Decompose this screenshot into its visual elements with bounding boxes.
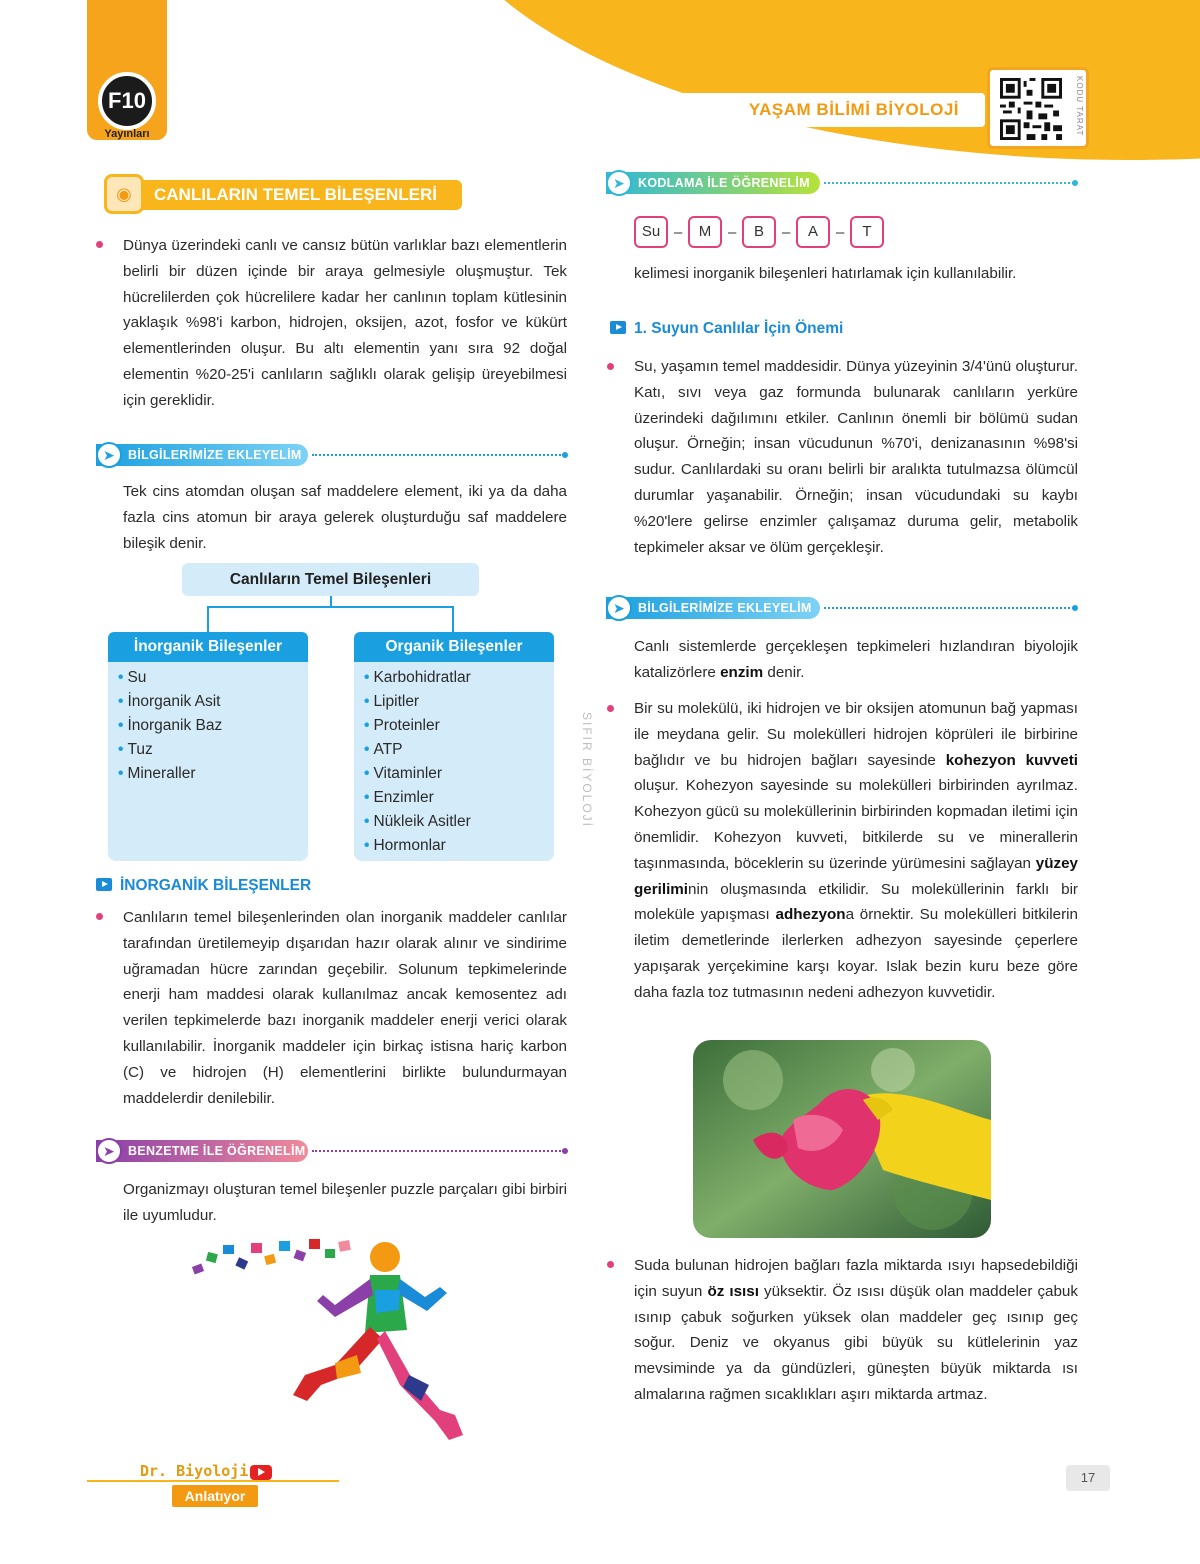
qr-label: KODU TARAT bbox=[1075, 76, 1084, 137]
puzzle-runner-illustration bbox=[185, 1235, 485, 1445]
list-item: • ATP bbox=[364, 738, 554, 762]
heat-text: Suda bulunan hidrojen bağları fazla miktarda ısıyı hapsedebildiği için suyun bbox=[634, 1257, 1078, 1300]
list-item: • Vitaminler bbox=[364, 762, 554, 786]
code-letter: M bbox=[688, 216, 722, 248]
kohezyon-term: kohezyon kuvveti bbox=[945, 751, 1078, 769]
list-item: • Lipitler bbox=[364, 690, 554, 714]
qr-code-icon bbox=[1000, 78, 1062, 140]
info-pill-left bbox=[96, 444, 308, 466]
analogy-pill-label: BENZETME İLE ÖĞRENELİM bbox=[128, 1144, 306, 1158]
enzim-term: enzim bbox=[720, 663, 764, 681]
youtube-icon[interactable] bbox=[250, 1465, 272, 1480]
list-item: • İnorganik Asit bbox=[118, 690, 308, 714]
code-letter: A bbox=[796, 216, 830, 248]
adhezyon-term: adhezyon bbox=[775, 906, 846, 924]
bullet-icon bbox=[607, 705, 614, 712]
code-letter: B bbox=[742, 216, 776, 248]
organic-box bbox=[354, 632, 554, 861]
list-item: • Su bbox=[118, 666, 308, 690]
info-pill-right bbox=[606, 597, 820, 619]
organic-list bbox=[354, 662, 554, 858]
list-item: • Enzimler bbox=[364, 786, 554, 810]
water-heading bbox=[610, 320, 843, 338]
list-item: • Nükleik Asitler bbox=[364, 810, 554, 834]
bullet-icon bbox=[96, 913, 103, 920]
publisher-logo bbox=[98, 72, 156, 130]
footer-subtitle: Anlatıyor bbox=[172, 1485, 258, 1507]
dotted-divider bbox=[312, 454, 564, 456]
cohesion-text: oluşur. Kohezyon sayesinde su molekülleri birbirinden ayrılmaz. Kohezyon gücü su moleküllerinin birbirinden kopmadan iletimi için önemlidir. Kohezyon kuvveti, bitkilerde su ve minerallerin taşınmasında, böceklerin su üzerinde yürümesini sağlayan bbox=[634, 777, 1078, 872]
series-title: YAŞAM BİLİMİ BİYOLOJİ bbox=[565, 93, 985, 127]
water-paragraph: Su, yaşamın temel maddesidir. Dünya yüzeyinin 3/4'ünü oluşturur. Katı, sıvı veya gaz formunda bulunarak canlıların yerküre üzerindeki dağılımını etkiler. Canlının önemli bir bölümü sudan oluşur. Örneğin; insan vücudunun %70'i, denizanasının %98'si sudur. Canlılardaki su oranı belirli bir aralıkta tutulmazsa ölümcül durumlar yaşanabilir. Örneğin; insan vücudundaki su kaybı %20'lere gelirse enzimler çalışamaz duruma gelir, metabolik tepkimeler aksar ve ölüm gerçekleşir. bbox=[634, 358, 1078, 556]
info-text: denir. bbox=[763, 663, 805, 681]
inorganic-box bbox=[108, 632, 308, 861]
arrow-icon: ➤ bbox=[606, 170, 632, 196]
list-item: • İnorganik Baz bbox=[118, 714, 308, 738]
inorganic-list bbox=[108, 662, 308, 786]
inorganic-paragraph: Canlıların temel bileşenlerinden olan inorganik maddeler canlılar tarafından üretilemeyip dışarıdan hazır olarak alınır ve sindirime uğramadan hücre zarından geçebilir. Solunum tepkimelerinde enerji ham maddesi olarak kullanılmaz ancak kemosentez adı verilen tepkimelerde bazı inorganik maddeler enerji verici olarak kullanılabilir. İnorganik maddeler için birkaç istisna hariç karbon (C) ve hidrojen (H) elementlerini birlikte bulundurmayan maddelerdir denilebilir. bbox=[123, 909, 567, 1107]
analogy-paragraph: Organizmayı oluşturan temel bileşenler puzzle parçaları gibi birbiri ile uyumludur. bbox=[123, 1181, 568, 1224]
video-camera-icon: ◉ bbox=[104, 174, 144, 214]
heat-text: yüksektir. Öz ısısı düşük olan maddeler çabuk ısınıp çabuk soğurken yüksek olan maddeler geç ısınıp geç soğur. Deniz ve okyanus gibi büyük su kütlelerinin yaz mevsiminde ya da gündüzleri, güneşten büyük miktarda ısı almalarına rağmen sıcaklıkları aşırı miktarda artmaz. bbox=[634, 1282, 1078, 1403]
play-icon bbox=[610, 321, 626, 334]
section-title bbox=[106, 180, 462, 210]
info-pill-left-label: BİLGİLERİMİZE EKLEYELİM bbox=[128, 448, 302, 462]
code-dash: – bbox=[836, 224, 845, 241]
info-paragraph-left: Tek cins atomdan oluşan saf maddelere element, iki ya da daha fazla cins atomun bir araya gelerek oluşturduğu saf maddelere bileşik denir. bbox=[123, 483, 567, 552]
code-pill-label: KODLAMA İLE ÖĞRENELİM bbox=[638, 176, 810, 190]
heat-paragraph bbox=[634, 1253, 1078, 1408]
list-item: • Mineraller bbox=[118, 762, 308, 786]
code-paragraph: kelimesi inorganik bileşenleri hatırlamak için kullanılabilir. bbox=[634, 265, 1017, 282]
footer-brand: Dr. Biyoloji bbox=[140, 1462, 249, 1480]
cohesion-text: a örnektir. Su molekülleri bitkilerin iletim demetlerinde ilerlerken adhezyon sayesinde çeperlere yapışarak yerçekimine karşı koyar. Islak bezin kuru beze göre daha fazla toz tutmasının nedeni adhezyon kuvvetidir. bbox=[634, 906, 1078, 1001]
arrow-icon: ➤ bbox=[606, 595, 632, 621]
cohesion-text: Bir su molekülü, iki hidrojen ve bir oksijen atomunun bağ yapması ile meydana gelir. Su molekülleri hidrojen köprüleri ile birbirine bağlıdır ve bu hidrojen bağları sayesinde bbox=[634, 700, 1078, 769]
code-letter: T bbox=[850, 216, 884, 248]
publisher-name: Yayınları bbox=[104, 128, 150, 140]
list-item: • Proteinler bbox=[364, 714, 554, 738]
divider-dot bbox=[1072, 605, 1078, 611]
diagram-connector-stem bbox=[330, 596, 332, 606]
divider-dot bbox=[1072, 180, 1078, 186]
runner-figure bbox=[293, 1242, 463, 1440]
inorganic-box-title: İnorganik Bileşenler bbox=[108, 632, 308, 662]
inorganic-heading bbox=[96, 877, 311, 895]
flying-puzzle-pieces bbox=[192, 1239, 351, 1274]
bullet-icon bbox=[607, 363, 614, 370]
bullet-icon bbox=[96, 241, 103, 248]
bullet-icon bbox=[607, 1261, 614, 1268]
divider-dot bbox=[562, 1148, 568, 1154]
inorganic-heading-text: İNORGANİK BİLEŞENLER bbox=[120, 877, 312, 894]
diagram-connector bbox=[207, 606, 454, 632]
play-icon bbox=[96, 878, 112, 891]
list-item: • Karbohidratlar bbox=[364, 666, 554, 690]
divider-dot bbox=[562, 452, 568, 458]
list-item: • Hormonlar bbox=[364, 834, 554, 858]
logo-text: F10 bbox=[108, 88, 146, 113]
intro-paragraph: Dünya üzerindeki canlı ve cansız bütün varlıklar bazı elementlerin belirli bir düzen içinde bir araya gelmesiyle oluşmuştur. Tek hücrelilerden çok hücrelilere kadar her canlının toplam kütlesinin yaklaşık %98'i karbon, hidrojen, oksijen, azot, fosfor ve kükürt elementlerinden oluşur. Bu altı elementin yanı sıra 92 doğal elementin %20-25'i canlıların sağlıklı olarak gelişip üreyebilmesi için gereklidir. bbox=[123, 237, 567, 409]
photo-illustration bbox=[693, 1040, 991, 1238]
oz-isi-term: öz ısısı bbox=[707, 1282, 759, 1300]
arrow-icon: ➤ bbox=[96, 442, 122, 468]
cohesion-text: nin oluşmasında etkilidir. Su moleküllerinin farklı bir moleküle yapışması bbox=[634, 880, 1078, 924]
page-number: 17 bbox=[1066, 1465, 1110, 1491]
organic-box-title: Organik Bileşenler bbox=[354, 632, 554, 662]
dotted-divider bbox=[824, 182, 1074, 184]
footer-line bbox=[87, 1480, 339, 1482]
yuzey-gerilimi-term: yüzey gerilimi bbox=[634, 854, 1078, 898]
arrow-icon: ➤ bbox=[96, 1138, 122, 1164]
analogy-pill bbox=[96, 1140, 308, 1162]
code-dash: – bbox=[728, 224, 737, 241]
cohesion-paragraph bbox=[634, 696, 1078, 1006]
water-heading-text: 1. Suyun Canlılar İçin Önemi bbox=[634, 320, 844, 337]
code-pill bbox=[606, 172, 820, 194]
cleaning-glass-photo bbox=[693, 1040, 991, 1238]
qr-code-box[interactable] bbox=[987, 67, 1089, 149]
code-dash: – bbox=[782, 224, 791, 241]
code-dash: – bbox=[674, 224, 683, 241]
dotted-divider bbox=[824, 607, 1074, 609]
section-title-text: CANLILARIN TEMEL BİLEŞENLERİ bbox=[154, 185, 438, 204]
info-text: Canlı sistemlerde gerçekleşen tepkimeleri hızlandıran biyolojik katalizörlere bbox=[634, 638, 1078, 681]
code-letter: Su bbox=[634, 216, 668, 248]
diagram-title: Canlıların Temel Bileşenleri bbox=[182, 563, 479, 596]
list-item: • Tuz bbox=[118, 738, 308, 762]
side-label: SIFIR BİYOLOJİ bbox=[580, 712, 594, 829]
dotted-divider bbox=[312, 1150, 564, 1152]
info-pill-right-label: BİLGİLERİMİZE EKLEYELİM bbox=[638, 601, 812, 615]
info-paragraph-right bbox=[634, 634, 1078, 686]
